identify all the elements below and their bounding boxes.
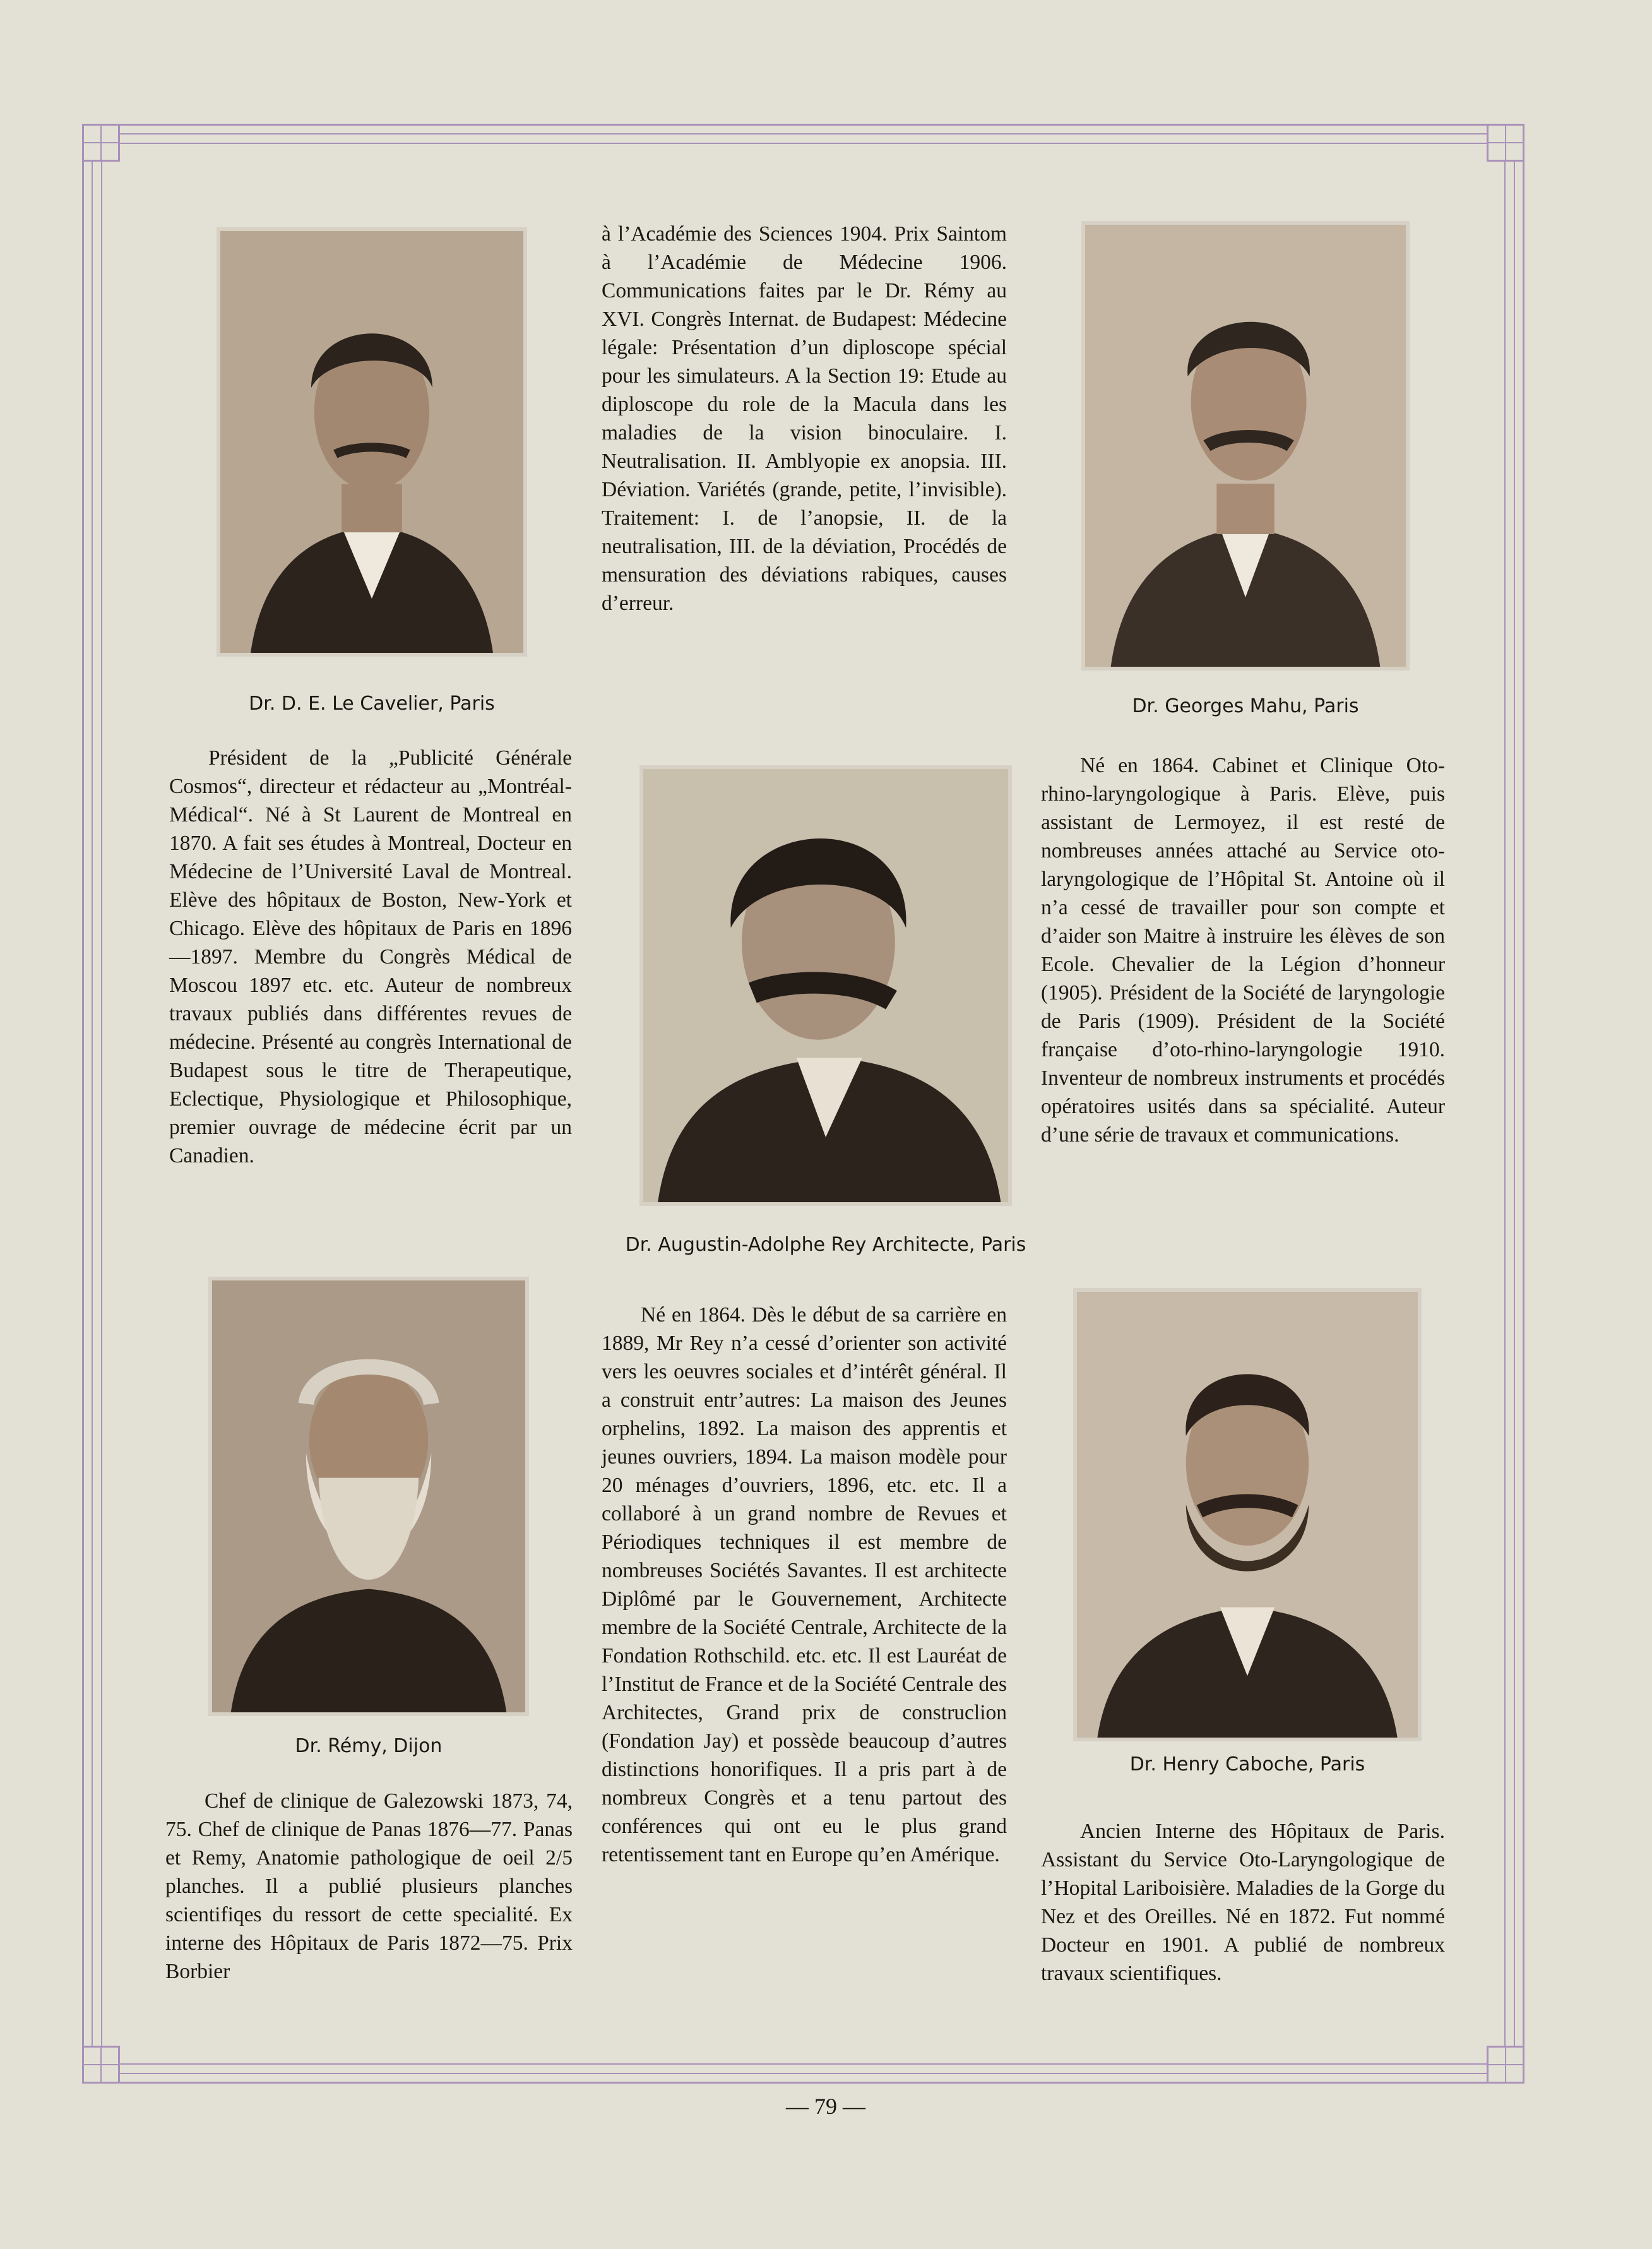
portrait-le-cavelier: [217, 227, 527, 657]
mahu-paragraph: Né en 1864. Cabinet et Clinique Oto-rhino-laryngologique à Paris. Elève, puis assistant de Lermoyez, il est resté de nombreuses années attaché au Service oto-laryngologique de l’Hôpital St. Antoine où il n’a cessé de travailler pour son compte et d’aider son Maitre à instruire les élèves de son Ecole. Chevalier de la Légion d’honneur (1905). Président de la Société de laryngologie de Paris (1909). Président de la Société française d’oto-rhino-laryngologie 1910. Inventeur de nombreux instruments et procédés opératoires usités dans sa spécialité. Auteur d’une série de travaux et communications.: [1041, 754, 1445, 1147]
rey-paragraph: Né en 1864. Dès le début de sa carrière en 1889, Mr Rey n’a cessé d’orienter son activité vers les oeuvres sociales et d’intérêt général. Il a construit entr’autres: La maison des Jeunes orphelins, 1892. La maison des apprentis et jeunes ouvriers, 1894. La maison modèle pour 20 ménages d’ouvriers, 1896, etc. etc. Il a collaboré à un grand nombre de Revues et Périodiques techniques il est membre de nombreuses Sociétés Savantes. Il est architecte Diplômé par le Gouvernement, Architecte membre de la Société Centrale, Architecte de la Fondation Rothschild. etc. etc. Il est Lauréat de l’Institut de France et de la Société Centrale des Architectes, Grand prix de construclion (Fondation Jay) et possède beaucoup d’autres distinctions honorifiques. Il a pris part à de nombreux Congrès et a tenu partout des conférences qui ont eu le plus grand retentissement tant en Europe qu’en Amérique.: [602, 1303, 1007, 1866]
portrait-mahu: [1081, 221, 1410, 671]
mahu-biography: [1041, 751, 1445, 1149]
remy-paragraph: Chef de clinique de Galezowski 1873, 74, 75. Chef de clinique de Panas 1876—77. Panas et Remy, Anatomie pathologique de oeil 2/5 planches. Il a publié plusieurs planches scientifiqes du ressort de cette specialité. Ex interne des Hôpitaux de Paris 1872—75. Prix Borbier: [165, 1789, 573, 1983]
rey-biography: [602, 1301, 1007, 1869]
caboche-paragraph: Ancien Interne des Hôpitaux de Paris. Assistant du Service Oto-Laryngologique de l’Hopital Lariboisière. Maladies de la Gorge du Nez et des Oreilles. Né en 1872. Fut nommé Docteur en 1901. A publié de nombreux travaux scientifiques.: [1041, 1820, 1445, 1985]
corner-ornament: [1487, 124, 1524, 162]
portrait-remy: [208, 1277, 529, 1716]
caption-rey: Dr. Augustin-Adolphe Rey Architecte, Paris: [625, 1234, 1026, 1256]
portrait-rey: [639, 765, 1012, 1206]
caption-mahu: Dr. Georges Mahu, Paris: [1132, 695, 1359, 717]
portrait-caboche: [1073, 1288, 1422, 1741]
caption-le-cavelier: Dr. D. E. Le Cavelier, Paris: [249, 693, 495, 715]
caption-caboche: Dr. Henry Caboche, Paris: [1129, 1753, 1365, 1775]
le-cavelier-paragraph: Président de la „Publicité Générale Cosmos“, directeur et rédacteur au „Montréal-Médical“. Né à St Laurent de Montreal en 1870. A fait ses études à Montreal, Docteur en Médecine de l’Université Laval de Montreal. Elève des hôpitaux de Boston, New-York et Chicago. Elève des hôpitaux de Paris en 1896—1897. Membre du Congrès Médical de Moscou 1897 etc. etc. Auteur de nombreux travaux publiés dans différentes revues de médecine. Présenté au congrès International de Budapest sous le titre de Therapeutique, Eclectique, Physiologique et Philosophique, premier ouvrage de médecine écrit par un Canadien.: [169, 746, 572, 1167]
caboche-biography: [1041, 1817, 1445, 1988]
remy-biography: [165, 1787, 573, 1986]
remy-text-continuation: [602, 220, 1007, 617]
caption-remy: Dr. Rémy, Dijon: [295, 1735, 443, 1757]
le-cavelier-biography: [169, 744, 572, 1170]
corner-ornament: [1487, 2046, 1524, 2084]
corner-ornament: [82, 124, 120, 162]
corner-ornament: [82, 2046, 120, 2084]
remy-continuation-paragraph: à l’Académie des Sciences 1904. Prix Saintom à l’Académie de Médecine 1906. Communications faites par le Dr. Rémy au XVI. Congrès Internat. de Budapest: Médecine légale: Présentation d’un diploscope spécial pour les simulateurs. A la Section 19: Etude au diploscope du role de la Macula dans les maladies de la vision binoculaire. I. Neutralisation. II. Amblyopie ex anopsia. III. Déviation. Variétés (grande, petite, l’invisible). Traitement: I. de l’anopsie, II. de la neutralisation, III. de la déviation, Procédés de mensuration des déviations rabiques, causes d’erreur.: [602, 222, 1007, 615]
page-number: — 79 —: [786, 2094, 865, 2119]
